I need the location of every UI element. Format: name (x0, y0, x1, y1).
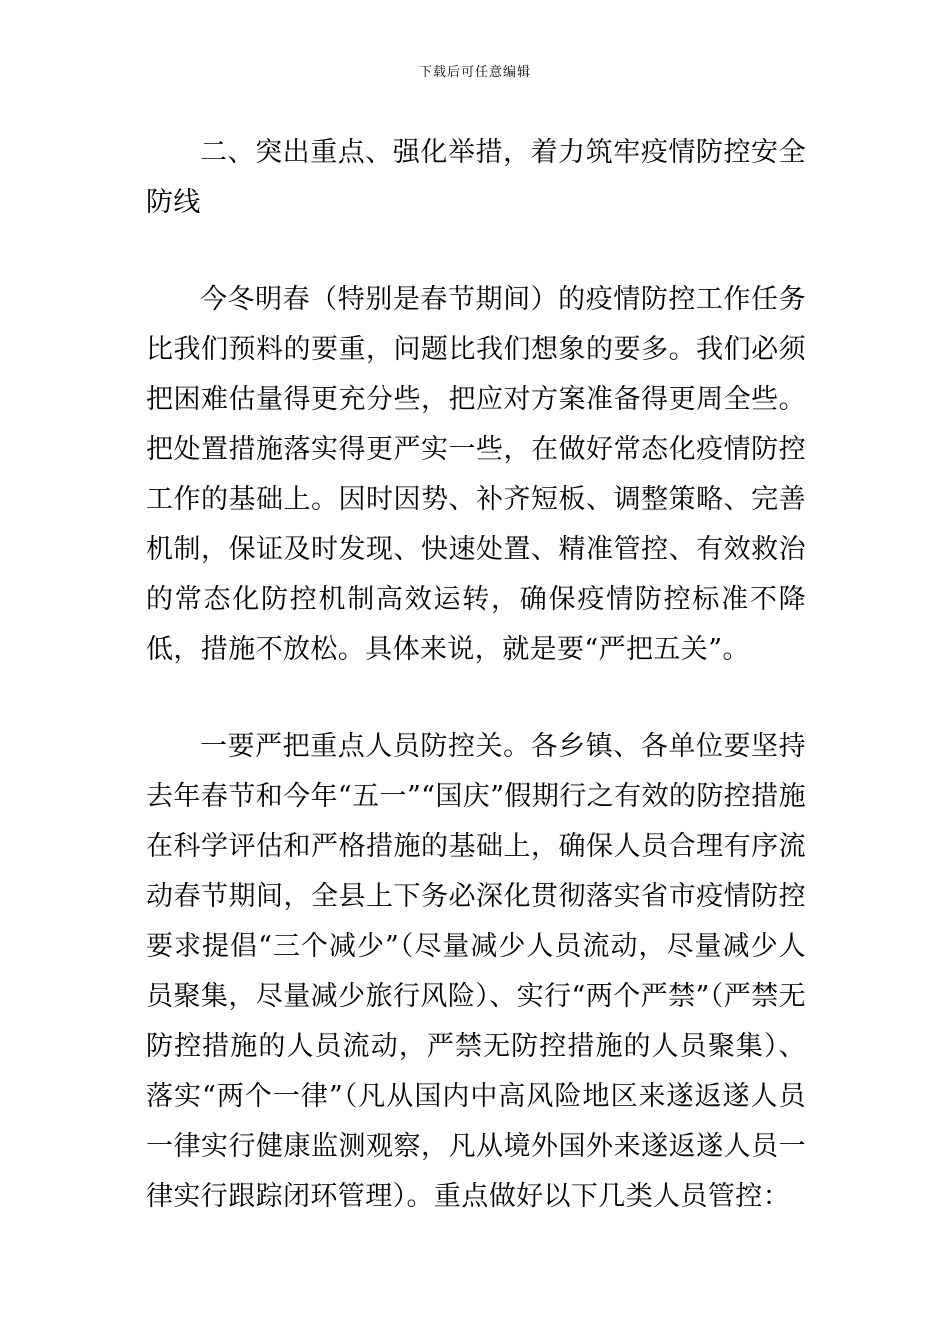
section-heading (146, 128, 806, 228)
paragraph-heading: 二、突出重点、强化举措，着力筑牢疫情防控安全防线 (146, 137, 806, 218)
section-paragraph-intro (146, 275, 806, 675)
paragraph-key-personnel: 一要严把重点人员防控关。各乡镇、各单位要坚持去年春节和今年“五一”“国庆”假期行之有效的防控措施在科学评估和严格措施的基础上，确保人员合理有序流动春节期间，全县上下务必深化贯彻落实省市疫情防控要求提倡“三个减少”（尽量减少人员流动，尽量减少人员聚集，尽量减少旅行风险）、实行“两个严禁”（严禁无防控措施的人员流动，严禁无防控措施的人员聚集）、落实“两个一律”（凡从国内中高风险地区来遂返遂人员一律实行健康监测观察，凡从境外国外来遂返遂人员一律实行跟踪闭环管理）。重点做好以下几类人员管控： (146, 731, 806, 1212)
page-header: 下载后可任意编辑 (418, 65, 531, 80)
section-paragraph-key-personnel (146, 722, 806, 1222)
paragraph-intro: 今冬明春（特别是春节期间）的疫情防控工作任务比我们预料的要重，问题比我们想象的要多。我们必须把困难估量得更充分些，把应对方案准备得更周全些。把处置措施落实得更严实一些，在做好常态化疫情防控工作的基础上。因时因势、补齐短板、调整策略、完善机制，保证及时发现、快速处置、精准管控、有效救治的常态化防控机制高效运转，确保疫情防控标准不降低，措施不放松。具体来说，就是要“严把五关”。 (146, 284, 806, 665)
